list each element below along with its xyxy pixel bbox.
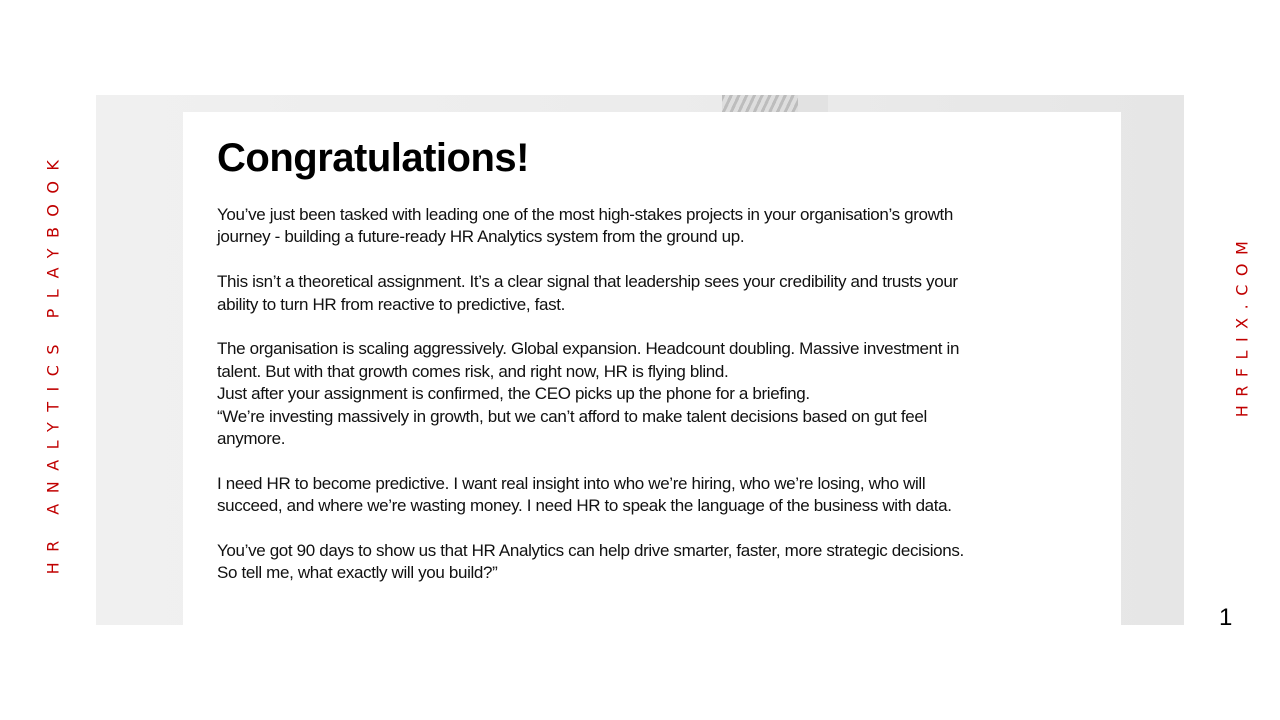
paragraph — [217, 540, 1097, 585]
side-title-left: HR ANALYTICS PLAYBOOK — [43, 149, 63, 575]
background-image-fragment-light — [798, 95, 828, 112]
text-line: This isn’t a theoretical assignment. It’s a clear signal that leadership sees your credibility and trusts your — [217, 272, 958, 292]
text-line: You’ve got 90 days to show us that HR Analytics can help drive smarter, faster, more strategic decisions. — [217, 541, 964, 561]
paragraph — [217, 204, 1097, 249]
text-line: I need HR to become predictive. I want real insight into who we’re hiring, who we’re losing, who will — [217, 473, 926, 493]
side-website-right: HRFLIX.COM — [1232, 232, 1252, 418]
page-number: 1 — [1219, 604, 1233, 631]
paragraph — [217, 271, 1097, 316]
paragraph — [217, 338, 1097, 450]
text-line: talent. But with that growth comes risk, and right now, HR is flying blind. — [217, 361, 729, 381]
paragraph — [217, 473, 1097, 518]
text-line: So tell me, what exactly will you build?” — [217, 563, 498, 583]
text-line: anymore. — [217, 429, 286, 449]
text-line: Just after your assignment is confirmed, the CEO picks up the phone for a briefing. — [217, 384, 810, 404]
background-image-fragment — [722, 95, 798, 112]
text-line: The organisation is scaling aggressively. Global expansion. Headcount doubling. Massive investment in — [217, 339, 960, 359]
text-line: ability to turn HR from reactive to predictive, fast. — [217, 294, 566, 314]
content-card — [183, 112, 1121, 625]
text-line: You’ve just been tasked with leading one of the most high-stakes projects in your organisation’s growth — [217, 205, 954, 224]
text-line: succeed, and where we’re wasting money. I need HR to speak the language of the business with data. — [217, 496, 952, 516]
slide-body — [217, 204, 1097, 607]
text-line: journey - building a future-ready HR Analytics system from the ground up. — [217, 227, 745, 247]
text-line: “We’re investing massively in growth, but we can’t afford to make talent decisions based on gut feel — [217, 406, 927, 426]
slide-title: Congratulations! — [217, 136, 529, 180]
